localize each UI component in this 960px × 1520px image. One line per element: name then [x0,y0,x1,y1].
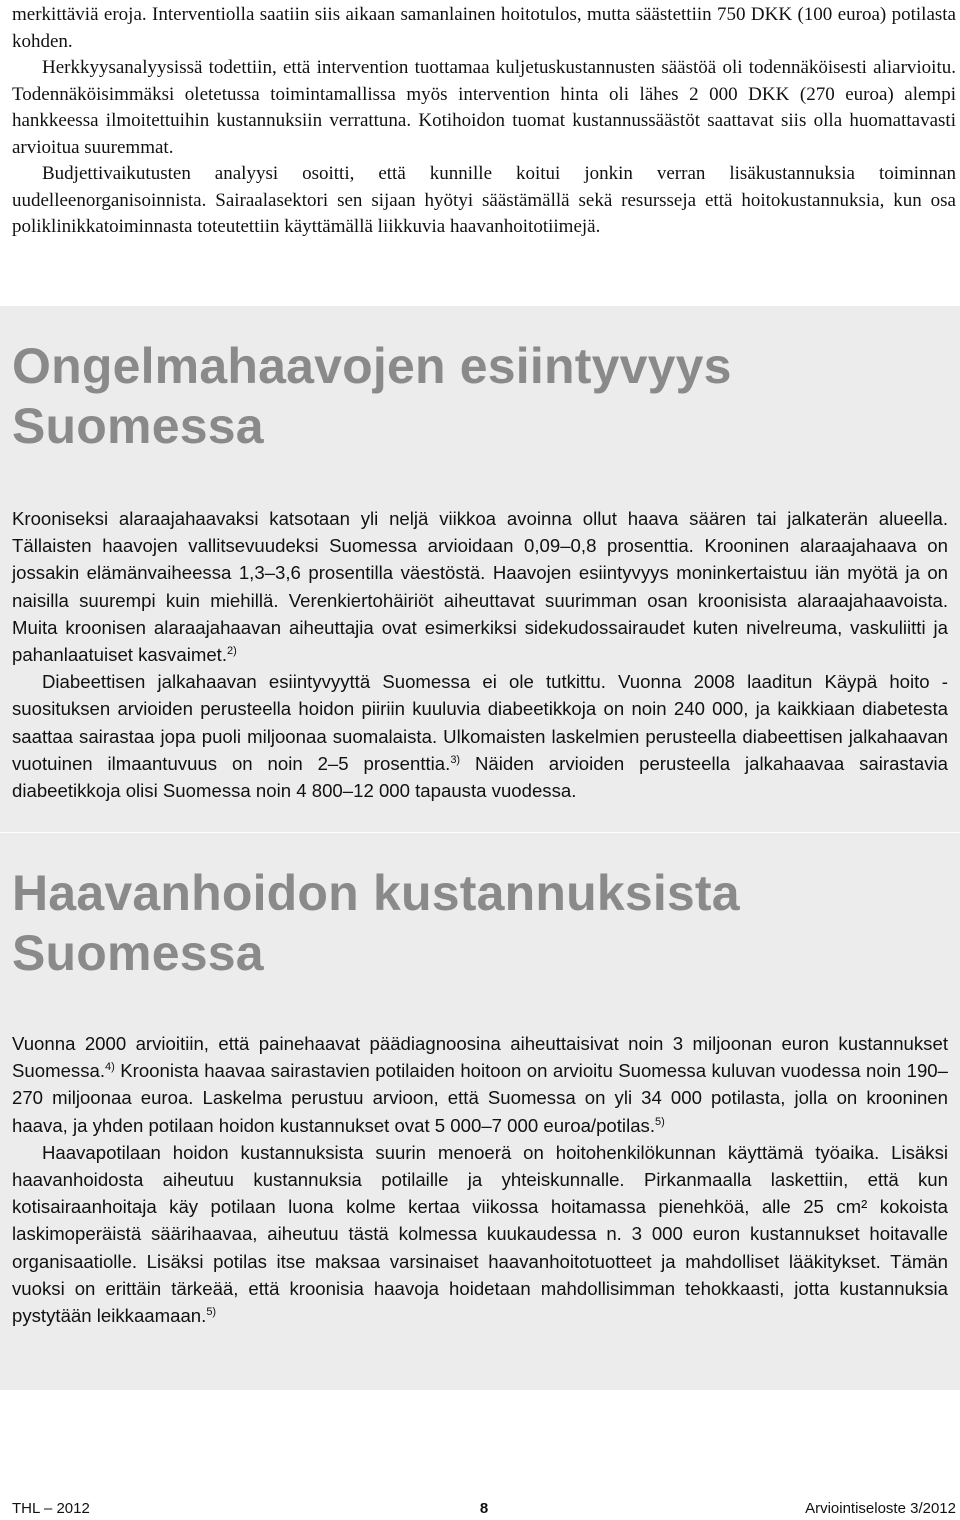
costs-paragraph-1 [12,1030,948,1139]
reference-marker: 5) [206,1306,217,1319]
prevalence-p1-text: Krooniseksi alaraajahaavaksi katsotaan yli neljä viikkoa avoinna ollut haava säären tai jalkaterän alueella. Tällaisten haavojen vallitsevuudeksi Suomessa arvioidaan 0,09–0,8 prosenttia. Krooninen alaraajahaava on jossakin elämänvaiheessa 1,3–3,6 prosentilla väestöstä. Haavojen esiintyvyys moninkertaistuu iän myötä ja on naisilla suurempi kuin miehillä. Verenkiertohäiriöt aiheuttavat suurimman osan kroonisista alaraajahaavoista. Muita kroonisen alaraajahaavan aiheuttajia ovat esimerkiksi sidekudossairaudet kuten nivelreuma, vaskuliitti ja pahanlaatuiset kasvaimet. [12,508,948,666]
costs-p2-text: Haavapotilaan hoidon kustannuksista suurin menoerä on hoitohenkilökunnan käyttämä työaika. Lisäksi haavanhoidosta aiheutuu kustannuksia potilaille ja yhteiskunnalle. Pirkanmaalla laskettiin, että kun kotisairaanhoitaja käy potilaan luona kolme kertaa viikossa hoitamassa pienehköä, alle 25 cm² kokoista laskimoperäistä säärihaavaa, aiheutuu tästä kolmessa kuukaudessa n. 3 000 euron kustannukset hoitavalle organisaatiolle. Lisäksi potilas itse maksaa varsinaiset haavanhoitotuotteet ja mahdolliset lääkitykset. Tämän vuoksi on erittäin tärkeää, että kroonisia haavoja hoidetaan mahdollisimman tehokkaasti, jotta kustannuksia pystytään leikkaamaan. [12,1141,948,1327]
costs-p1-text-a: Vuonna 2000 arvioitiin, että painehaavat päädiagnoosina aiheuttaisivat noin 3 miljoonan euron kustannukset Suomessa. [12,1033,948,1082]
intro-paragraph-2: Herkkyysanalyysissä todettiin, että intervention tuottamaa kuljetuskustannusten säästöä oli todennäköisesti aliarvioitu. Todennäköisimmäksi oletetussa toimintamallissa myös intervention hinta oli lähes 2 000 DKK (270 euroa) alempi hankkeessa ilmoitettuihin kustannuksiin verrattuna. Kotihoidon tuomat kustannussäästöt saattavat siis olla huomattavasti arvioitua suuremmat. [12,57,956,158]
prevalence-paragraph-2 [12,668,948,804]
intro-text [12,2,956,241]
prevalence-section [0,306,960,832]
reference-marker: 5) [655,1115,665,1128]
costs-body [12,1030,948,1329]
reference-marker: 4) [105,1061,115,1074]
costs-p1-text-b: Kroonista haavaa sairastavien potilaiden hoitoon on arvioitu Suomessa kuluvan vuodessa noin 190–270 miljoonaa euroa. Laskelma perustuu arvioon, että Suomessa on yli 34 000 potilasta, jolla on krooninen haava, ja yhden potilaan hoidon kustannukset ovat 5 000–7 000 euroa/potilas. [12,1060,948,1136]
intro-paragraph-3: Budjettivaikutusten analyysi osoitti, että kunnille koitui jonkin verran lisäkustannuksia toiminnan uudelleenorganisoinnista. Sairaalasektori sen sijaan hyötyi säästämällä sekä resursseja että hoitokustannuksia, kun osa poliklinikkatoiminnasta toteutettiin käyttämällä liikkuvia haavanhoitotiimejä. [12,163,956,237]
footer-report-id: Arviointiseloste 3/2012 [805,1500,956,1517]
reference-marker: 3) [450,753,461,766]
prevalence-paragraph-1 [12,505,948,668]
page-footer [12,1500,956,1520]
reference-marker: 2) [227,645,237,658]
costs-section [0,833,960,1390]
prevalence-p2-text-b: Näiden arvioiden perusteella jalkahaavaa sairastavia diabeetikkoja olisi Suomessa noin 4 800–12 000 tapausta vuodessa. [12,752,948,802]
page-number: 8 [479,1500,489,1517]
prevalence-p2-text-a: Diabeettisen jalkahaavan esiintyvyyttä Suomessa ei ole tutkittu. Vuonna 2008 laaditun Käypä hoito -suosituksen arvioiden perusteella hoidon piiriin kuuluvia diabeetikkoja on noin 240 000, ja kaikkiaan diabetesta saattaa sairastaa jopa puoli miljoonaa suomalaista. Ulkomaisten laskelmien perusteella diabeettisen jalkahaavan vuotuinen ilmaantuvuus on noin 2–5 prosenttia. [12,671,948,774]
section-heading-costs: Haavanhoidon kustannuksista Suomessa [12,865,740,981]
intro-paragraph-1: merkittäviä eroja. Interventiolla saatiin siis aikaan samanlainen hoitotulos, mutta säästettiin 750 DKK (100 euroa) potilasta kohden. [12,4,956,52]
footer-publisher-year: THL – 2012 [12,1500,90,1517]
prevalence-body [12,505,948,804]
section-heading-prevalence: Ongelmahaavojen esiintyvyys Suomessa [12,338,732,454]
costs-paragraph-2 [12,1139,948,1329]
